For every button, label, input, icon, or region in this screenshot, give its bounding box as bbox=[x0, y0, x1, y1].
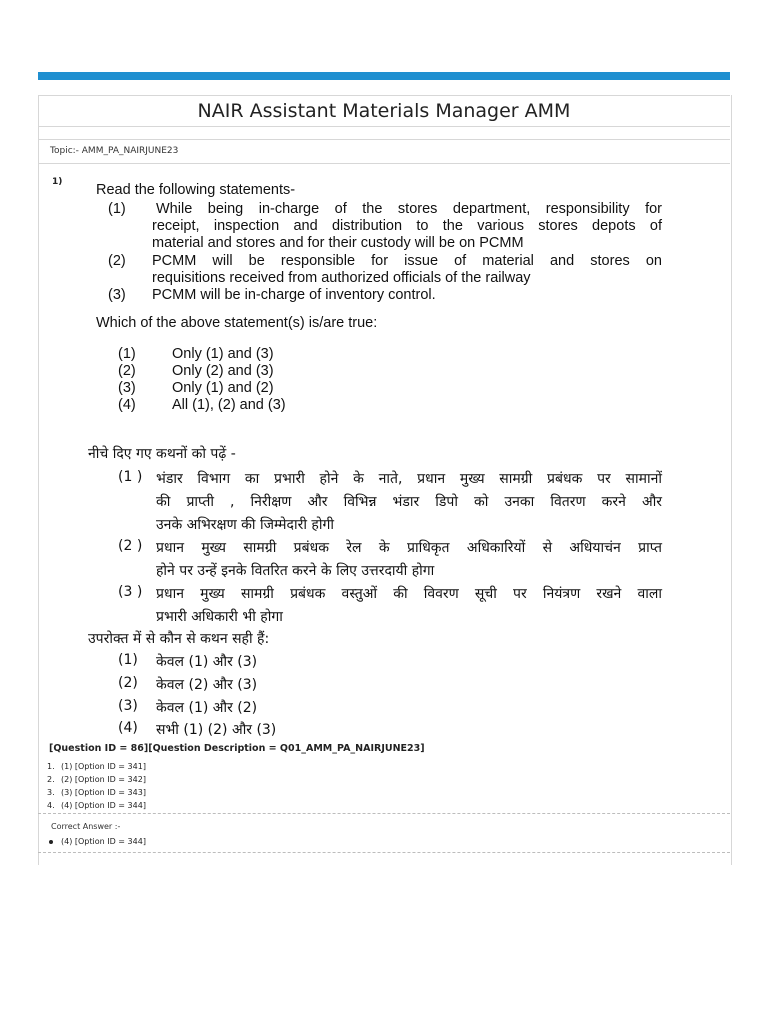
divider bbox=[38, 852, 730, 853]
option-id-text: (3) [Option ID = 343] bbox=[61, 788, 146, 797]
page-title: NAIR Assistant Materials Manager AMM bbox=[197, 100, 571, 122]
option-id-text: (2) [Option ID = 342] bbox=[61, 775, 146, 784]
hindi-option-number: (1) bbox=[118, 652, 138, 668]
english-statement-3-number: (3) bbox=[108, 287, 126, 303]
english-option-text: All (1), (2) and (3) bbox=[172, 397, 286, 413]
hindi-option-text: केवल (2) और (3) bbox=[156, 677, 258, 693]
hindi-statement-3-line-1: प्रधान मुख्य सामग्री प्रबंधक वस्तुओं की विवरण सूची पर नियंत्रण रखने वाला bbox=[156, 586, 662, 602]
question-meta: [Question ID = 86][Question Description = Q01_AMM_PA_NAIRJUNE23] bbox=[49, 743, 425, 754]
english-option-number: (3) bbox=[118, 380, 136, 396]
english-option-number: (1) bbox=[118, 346, 136, 362]
hindi-option-text: केवल (1) और (3) bbox=[156, 654, 258, 670]
option-index: 4. bbox=[47, 801, 55, 810]
topic-row bbox=[38, 139, 730, 164]
list-item bbox=[47, 799, 146, 812]
hindi-option-number: (2) bbox=[118, 675, 138, 691]
english-option-text: Only (1) and (3) bbox=[172, 346, 274, 362]
hindi-option-number: (3) bbox=[118, 698, 138, 714]
topic-label: Topic:- AMM_PA_NAIRJUNE23 bbox=[50, 146, 179, 156]
hindi-statement-1-line-2: की प्राप्ती , निरीक्षण और विभिन्न भंडार डिपो को उनका वितरण करने और bbox=[156, 494, 662, 510]
hindi-statement-2-line-2: होने पर उन्हें इनके वितरित करने के लिए उत्तरदायी होगा bbox=[156, 563, 435, 579]
english-statement-2-line-1: PCMM will be responsible for issue of material and stores on bbox=[152, 253, 662, 269]
option-id-list bbox=[47, 760, 146, 812]
correct-answer-label: Correct Answer :- bbox=[51, 822, 121, 831]
option-id-text: (1) [Option ID = 341] bbox=[61, 762, 146, 771]
hindi-statement-2-number: (2 ) bbox=[118, 538, 143, 554]
english-prompt: Which of the above statement(s) is/are true: bbox=[96, 315, 378, 331]
english-statement-1-line-2: receipt, inspection and distribution to the various stores depots of bbox=[152, 218, 662, 234]
english-option-number: (2) bbox=[118, 363, 136, 379]
bullet-icon bbox=[49, 840, 53, 844]
header-accent-bar bbox=[38, 72, 730, 80]
hindi-statement-1-line-1: भंडार विभाग का प्रभारी होने के नाते, प्रधान मुख्य सामग्री प्रबंधक पर सामानों bbox=[156, 471, 662, 487]
hindi-option-text: सभी (1) (2) और (3) bbox=[156, 722, 277, 738]
hindi-prompt: उपरोक्त में से कौन से कथन सही हैं: bbox=[88, 631, 270, 647]
hindi-statement-3-line-2: प्रभारी अधिकारी भी होगा bbox=[156, 609, 283, 625]
english-intro: Read the following statements- bbox=[96, 182, 296, 198]
hindi-statement-3-number: (3 ) bbox=[118, 584, 143, 600]
hindi-option-text: केवल (1) और (2) bbox=[156, 700, 258, 716]
english-statement-1-line-1: While being in-charge of the stores department, responsibility for bbox=[156, 201, 662, 217]
hindi-statement-1-number: (1 ) bbox=[118, 469, 143, 485]
correct-answer-text: (4) [Option ID = 344] bbox=[61, 837, 146, 846]
option-id-text: (4) [Option ID = 344] bbox=[61, 801, 146, 810]
english-statement-1-number: (1) bbox=[108, 201, 126, 217]
english-statement-3-line-1: PCMM will be in-charge of inventory control. bbox=[152, 287, 436, 303]
option-index: 3. bbox=[47, 788, 55, 797]
hindi-statement-2-line-1: प्रधान मुख्य सामग्री प्रबंधक रेल के प्राधिकृत अधिकारियों से अधियाचंन प्राप्त bbox=[156, 540, 662, 556]
title-row bbox=[38, 95, 730, 127]
hindi-option-number: (4) bbox=[118, 720, 138, 736]
english-statement-1-line-3: material and stores and for their custody will be on PCMM bbox=[152, 235, 524, 251]
hindi-statement-1-line-3: उनके अभिरक्षण की जिम्मेदारी होगी bbox=[156, 517, 334, 533]
english-option-text: Only (2) and (3) bbox=[172, 363, 274, 379]
hindi-intro: नीचे दिए गए कथनों को पढ़ें - bbox=[88, 446, 236, 462]
english-option-text: Only (1) and (2) bbox=[172, 380, 274, 396]
list-item bbox=[47, 773, 146, 786]
correct-answer bbox=[49, 837, 146, 846]
option-index: 1. bbox=[47, 762, 55, 771]
english-option-number: (4) bbox=[118, 397, 136, 413]
list-item bbox=[47, 786, 146, 799]
option-index: 2. bbox=[47, 775, 55, 784]
list-item bbox=[47, 760, 146, 773]
english-statement-2-number: (2) bbox=[108, 253, 126, 269]
question-number: 1) bbox=[52, 177, 63, 187]
english-statement-2-line-2: requisitions received from authorized officials of the railway bbox=[152, 270, 531, 286]
divider bbox=[38, 813, 730, 814]
